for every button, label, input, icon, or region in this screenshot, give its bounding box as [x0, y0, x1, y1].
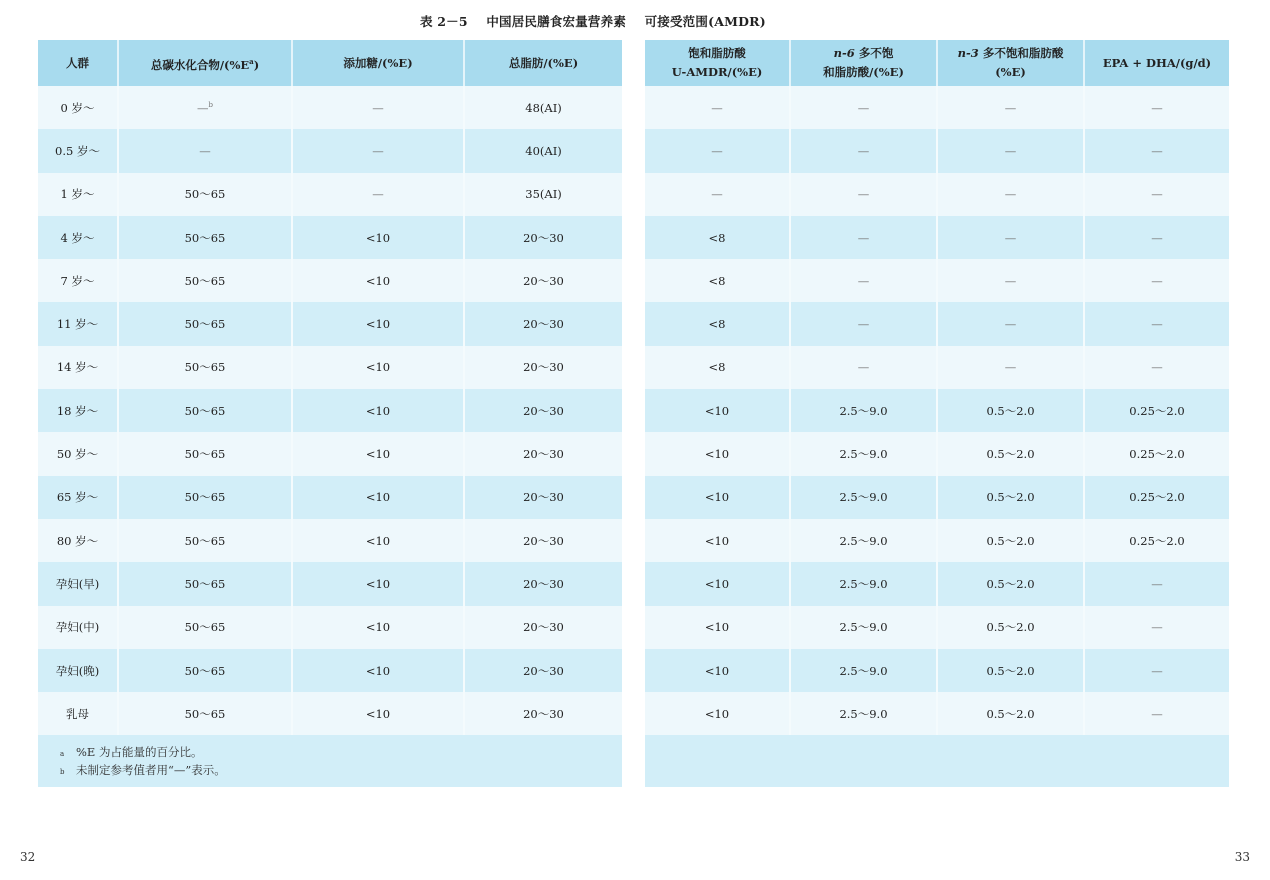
cell-fat: 48(AI)	[464, 86, 622, 129]
table-number: 表 2－5	[420, 14, 468, 29]
cell-epa-dha: —	[1084, 346, 1229, 389]
table-row	[645, 432, 1229, 475]
footnote-a: a %E 为占能量的百分比。	[60, 745, 203, 760]
cell-n6: —	[790, 173, 937, 216]
cell-n3: —	[937, 302, 1084, 345]
cell-saturated-fat: —	[645, 129, 790, 172]
table-row	[38, 562, 622, 605]
header-n3: n-3 多不饱和脂肪酸 (%E)	[937, 40, 1084, 86]
header-sugar: 添加糖/(%E)	[292, 40, 464, 86]
table-row	[38, 389, 622, 432]
cell-carb: 50～65	[118, 562, 292, 605]
cell-sugar: —	[292, 173, 464, 216]
cell-n3: —	[937, 173, 1084, 216]
header-carb: 总碳水化合物$/(\%E^a)$	[118, 40, 292, 86]
cell-n3: 0.5～2.0	[937, 606, 1084, 649]
cell-n6: 2.5～9.0	[790, 432, 937, 475]
cell-group: 4 岁～	[38, 216, 118, 259]
cell-n6: 2.5～9.0	[790, 692, 937, 735]
cell-fat: 20～30	[464, 346, 622, 389]
cell-sugar: <10	[292, 476, 464, 519]
cell-fat: 20～30	[464, 476, 622, 519]
cell-group: 65 岁～	[38, 476, 118, 519]
cell-group: 18 岁～	[38, 389, 118, 432]
cell-sugar: <10	[292, 519, 464, 562]
cell-epa-dha: —	[1084, 216, 1229, 259]
cell-epa-dha: —	[1084, 606, 1229, 649]
cell-epa-dha: —	[1084, 649, 1229, 692]
cell-sugar: <10	[292, 562, 464, 605]
cell-saturated-fat: —	[645, 86, 790, 129]
table-title-text: 中国居民膳食宏量营养素	[486, 14, 627, 29]
header-n6: n-6 多不饱 和脂肪酸/(%E)	[790, 40, 937, 86]
table-row	[38, 606, 622, 649]
cell-epa-dha: —	[1084, 692, 1229, 735]
cell-fat: 20～30	[464, 606, 622, 649]
table-row	[38, 129, 622, 172]
cell-carb: 50～65	[118, 692, 292, 735]
cell-n6: —	[790, 259, 937, 302]
cell-epa-dha: —	[1084, 129, 1229, 172]
cell-fat: 20～30	[464, 432, 622, 475]
table-row	[38, 649, 622, 692]
cell-epa-dha: —	[1084, 562, 1229, 605]
cell-saturated-fat: <8	[645, 259, 790, 302]
cell-epa-dha: 0.25～2.0	[1084, 389, 1229, 432]
cell-fat: 20～30	[464, 259, 622, 302]
header-fat: 总脂肪/(%E)	[464, 40, 622, 86]
footnotes	[38, 735, 622, 787]
cell-n6: —	[790, 129, 937, 172]
table-row	[645, 302, 1229, 345]
table-row	[38, 86, 622, 129]
table-row	[38, 432, 622, 475]
cell-group: 孕妇(早)	[38, 562, 118, 605]
table-row	[38, 173, 622, 216]
cell-carb: 50～65	[118, 476, 292, 519]
cell-n6: 2.5～9.0	[790, 606, 937, 649]
cell-n3: 0.5～2.0	[937, 562, 1084, 605]
table-row	[645, 86, 1229, 129]
cell-epa-dha: 0.25～2.0	[1084, 432, 1229, 475]
cell-n3: 0.5～2.0	[937, 432, 1084, 475]
table-row	[38, 302, 622, 345]
cell-n6: —	[790, 346, 937, 389]
cell-saturated-fat: <10	[645, 606, 790, 649]
cell-carb: 50～65	[118, 649, 292, 692]
cell-saturated-fat: <10	[645, 649, 790, 692]
cell-sugar: <10	[292, 649, 464, 692]
table-row	[38, 346, 622, 389]
cell-saturated-fat: <10	[645, 389, 790, 432]
cell-sugar: <10	[292, 692, 464, 735]
right-table-panel	[645, 40, 1229, 790]
cell-fat: 40(AI)	[464, 129, 622, 172]
cell-fat: 20～30	[464, 692, 622, 735]
page-number-left: 32	[20, 850, 36, 864]
table-row	[645, 476, 1229, 519]
left-table	[38, 40, 622, 735]
right-table	[645, 40, 1229, 735]
cell-fat: 20～30	[464, 389, 622, 432]
cell-carb: 50～65	[118, 346, 292, 389]
cell-n3: —	[937, 129, 1084, 172]
cell-saturated-fat: <10	[645, 519, 790, 562]
cell-epa-dha: 0.25～2.0	[1084, 519, 1229, 562]
cell-n6: 2.5～9.0	[790, 389, 937, 432]
table-row	[645, 259, 1229, 302]
cell-epa-dha: 0.25～2.0	[1084, 476, 1229, 519]
cell-carb: 50～65	[118, 606, 292, 649]
table-row	[38, 259, 622, 302]
cell-sugar: —	[292, 86, 464, 129]
table-row	[645, 692, 1229, 735]
cell-carb: —$^b$	[118, 86, 292, 129]
cell-carb: 50～65	[118, 519, 292, 562]
cell-group: 80 岁～	[38, 519, 118, 562]
cell-carb: 50～65	[118, 302, 292, 345]
table-row	[38, 476, 622, 519]
cell-sugar: <10	[292, 259, 464, 302]
cell-epa-dha: —	[1084, 302, 1229, 345]
table-row	[645, 216, 1229, 259]
header-saturated-fat: 饱和脂肪酸 U-AMDR/(%E)	[645, 40, 790, 86]
cell-n6: 2.5～9.0	[790, 649, 937, 692]
cell-epa-dha: —	[1084, 173, 1229, 216]
table-title	[420, 12, 840, 30]
cell-group: 孕妇(晚)	[38, 649, 118, 692]
cell-sugar: —	[292, 129, 464, 172]
cell-saturated-fat: <10	[645, 432, 790, 475]
cell-n3: 0.5～2.0	[937, 519, 1084, 562]
cell-sugar: <10	[292, 216, 464, 259]
cell-group: 乳母	[38, 692, 118, 735]
cell-n6: —	[790, 302, 937, 345]
cell-group: 1 岁～	[38, 173, 118, 216]
cell-group: 11 岁～	[38, 302, 118, 345]
left-table-panel	[38, 40, 622, 790]
cell-saturated-fat: —	[645, 173, 790, 216]
table-row	[38, 692, 622, 735]
header-group: 人群	[38, 40, 118, 86]
cell-n3: 0.5～2.0	[937, 692, 1084, 735]
table-row	[645, 562, 1229, 605]
page-number-right: 33	[1234, 850, 1250, 864]
cell-n6: 2.5～9.0	[790, 476, 937, 519]
table-row	[38, 519, 622, 562]
cell-n3: 0.5～2.0	[937, 476, 1084, 519]
cell-epa-dha: —	[1084, 86, 1229, 129]
cell-n3: 0.5～2.0	[937, 649, 1084, 692]
cell-carb: 50～65	[118, 432, 292, 475]
table-title-text2: 可接受范围(AMDR)	[644, 14, 766, 29]
cell-n3: —	[937, 259, 1084, 302]
cell-carb: 50～65	[118, 216, 292, 259]
cell-fat: 20～30	[464, 302, 622, 345]
cell-fat: 20～30	[464, 562, 622, 605]
header-epa-dha: EPA + DHA/(g/d)	[1084, 40, 1229, 86]
cell-group: 14 岁～	[38, 346, 118, 389]
table-row	[645, 346, 1229, 389]
cell-sugar: <10	[292, 346, 464, 389]
right-footer-band	[645, 735, 1229, 787]
cell-group: 7 岁～	[38, 259, 118, 302]
table-row	[38, 216, 622, 259]
cell-fat: 35(AI)	[464, 173, 622, 216]
table-row	[645, 173, 1229, 216]
table-row	[645, 129, 1229, 172]
cell-epa-dha: —	[1084, 259, 1229, 302]
cell-saturated-fat: <8	[645, 302, 790, 345]
cell-saturated-fat: <10	[645, 692, 790, 735]
table-row	[645, 389, 1229, 432]
cell-group: 0 岁～	[38, 86, 118, 129]
cell-n3: 0.5～2.0	[937, 389, 1084, 432]
cell-n3: —	[937, 346, 1084, 389]
cell-sugar: <10	[292, 302, 464, 345]
cell-carb: 50～65	[118, 389, 292, 432]
cell-sugar: <10	[292, 606, 464, 649]
cell-carb: 50～65	[118, 259, 292, 302]
table-row	[645, 519, 1229, 562]
cell-n3: —	[937, 216, 1084, 259]
cell-n6: 2.5～9.0	[790, 519, 937, 562]
cell-sugar: <10	[292, 432, 464, 475]
table-row	[645, 649, 1229, 692]
cell-group: 50 岁～	[38, 432, 118, 475]
cell-saturated-fat: <10	[645, 476, 790, 519]
cell-n6: —	[790, 86, 937, 129]
cell-group: 孕妇(中)	[38, 606, 118, 649]
cell-saturated-fat: <8	[645, 216, 790, 259]
cell-n6: 2.5～9.0	[790, 562, 937, 605]
cell-carb: —	[118, 129, 292, 172]
cell-n6: —	[790, 216, 937, 259]
cell-fat: 20～30	[464, 649, 622, 692]
table-row	[645, 606, 1229, 649]
cell-fat: 20～30	[464, 519, 622, 562]
cell-n3: —	[937, 86, 1084, 129]
cell-saturated-fat: <10	[645, 562, 790, 605]
cell-fat: 20～30	[464, 216, 622, 259]
cell-group: 0.5 岁～	[38, 129, 118, 172]
cell-saturated-fat: <8	[645, 346, 790, 389]
cell-sugar: <10	[292, 389, 464, 432]
footnote-b: b 未制定参考值者用“—”表示。	[60, 763, 226, 778]
cell-carb: 50～65	[118, 173, 292, 216]
